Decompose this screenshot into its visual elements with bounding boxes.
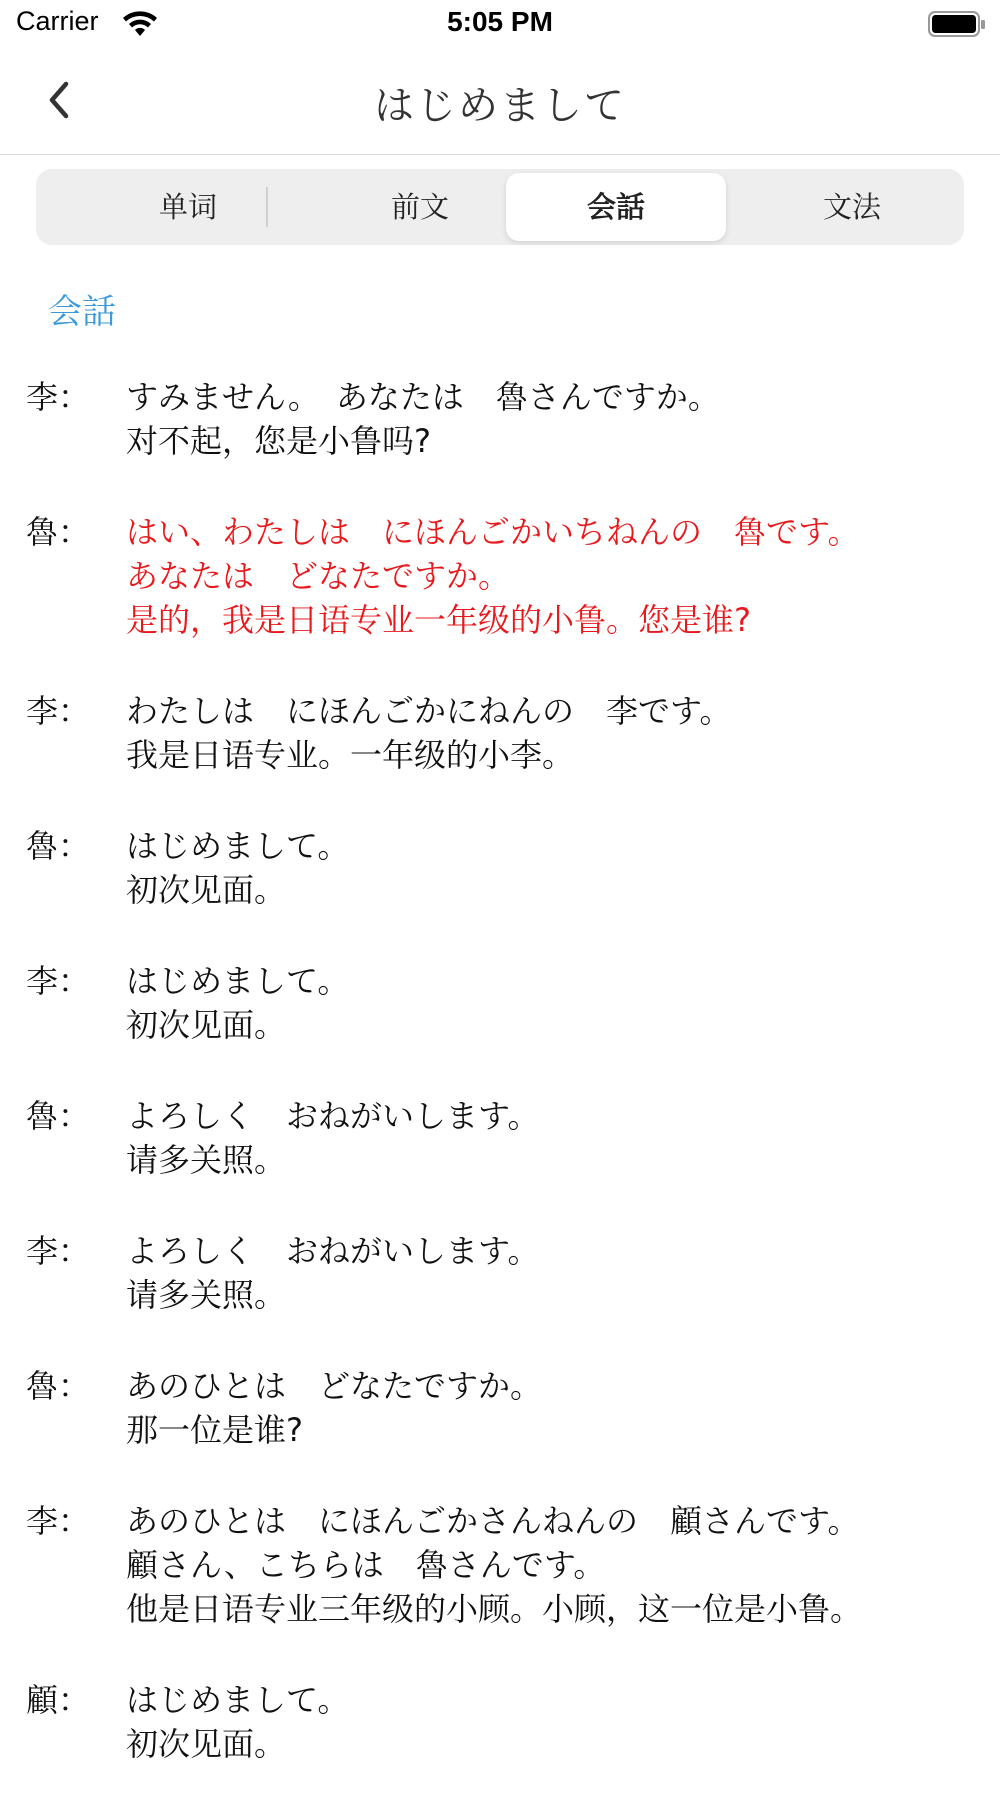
chinese-translation: 对不起，您是小鲁吗? [126, 422, 431, 460]
dialogue-line-highlighted[interactable] [0, 510, 1000, 642]
segmented-control [36, 169, 964, 245]
dialogue-text [126, 1229, 986, 1317]
speaker-label: 魯： [26, 827, 91, 865]
speaker-label: 李： [26, 378, 91, 416]
chinese-translation: 请多关照。 [126, 1141, 287, 1179]
chinese-translation: 初次见面。 [126, 871, 287, 909]
speaker-label: 魯： [26, 1097, 91, 1135]
japanese-text: すみません。 あなたは 魯さんですか。 [126, 378, 720, 416]
japanese-text: よろしく おねがいします。 [126, 1097, 540, 1135]
dialogue-text [126, 1499, 986, 1631]
dialogue-line[interactable] [0, 1094, 1000, 1182]
chinese-translation: 初次见面。 [126, 1006, 287, 1044]
status-bar [0, 0, 1000, 50]
japanese-text: あのひとは どなたですか。 [126, 1367, 543, 1405]
chinese-translation: 那一位是谁? [126, 1411, 303, 1449]
dialogue-text [126, 510, 986, 642]
tab-grammar[interactable]: 文法 [822, 190, 881, 224]
dialogue-line[interactable] [0, 689, 1000, 777]
dialogue-text [126, 1094, 986, 1182]
dialogue-text [126, 375, 986, 463]
japanese-text: はじめまして。 [126, 1681, 350, 1719]
japanese-text: はじめまして。 [126, 962, 350, 1000]
dialogue-line[interactable] [0, 1678, 1000, 1766]
speaker-label: 李： [26, 1502, 91, 1540]
section-title: 会話 [48, 292, 116, 332]
dialogue-line[interactable] [0, 824, 1000, 912]
speaker-label: 李： [26, 692, 91, 730]
japanese-text: はじめまして。 [126, 827, 350, 865]
battery-icon [928, 10, 986, 38]
speaker-label: 李： [26, 962, 91, 1000]
japanese-text: よろしく おねがいします。 [126, 1232, 540, 1270]
dialogue-line[interactable] [0, 1364, 1000, 1452]
tab-preface[interactable]: 前文 [390, 190, 449, 224]
tab-words[interactable]: 单词 [158, 190, 217, 224]
dialogue-text [126, 1364, 986, 1452]
japanese-text: はい、わたしは にほんごかいちねんの 魯です。 [126, 513, 860, 551]
dialogue-line[interactable] [0, 375, 1000, 463]
japanese-text: あのひとは にほんごかさんねんの 顧さんです。 [126, 1502, 860, 1540]
chinese-translation: 是的，我是日语专业一年级的小鲁。您是谁? [126, 601, 751, 639]
dialogue-text [126, 824, 986, 912]
japanese-text: あなたは どなたですか。 [126, 557, 511, 595]
tab-divider [266, 187, 268, 227]
dialogue-text [126, 689, 986, 777]
dialogue-list [0, 375, 1000, 1813]
dialogue-line[interactable] [0, 1229, 1000, 1317]
japanese-text: 顧さん、こちらは 魯さんです。 [126, 1546, 606, 1584]
speaker-label: 李： [26, 1232, 91, 1270]
carrier-label: Carrier [16, 6, 99, 36]
japanese-text: わたしは にほんごかにねんの 李です。 [126, 692, 732, 730]
chinese-translation: 他是日语专业三年级的小顾。小顾，这一位是小鲁。 [126, 1590, 863, 1628]
dialogue-line[interactable] [0, 959, 1000, 1047]
tab-conversation[interactable]: 会話 [506, 173, 726, 241]
dialogue-text [126, 959, 986, 1047]
navigation-bar [0, 50, 1000, 155]
chinese-translation: 请多关照。 [126, 1276, 287, 1314]
dialogue-text [126, 1678, 986, 1766]
page-title: はじめまして [374, 83, 626, 129]
chinese-translation: 我是日语专业。一年级的小李。 [126, 736, 575, 774]
dialogue-line[interactable] [0, 1499, 1000, 1631]
speaker-label: 魯： [26, 513, 91, 551]
speaker-label: 魯： [26, 1367, 91, 1405]
chinese-translation: 初次见面。 [126, 1725, 287, 1763]
speaker-label: 顧： [26, 1681, 91, 1719]
status-time: 5:05 PM [447, 6, 553, 37]
